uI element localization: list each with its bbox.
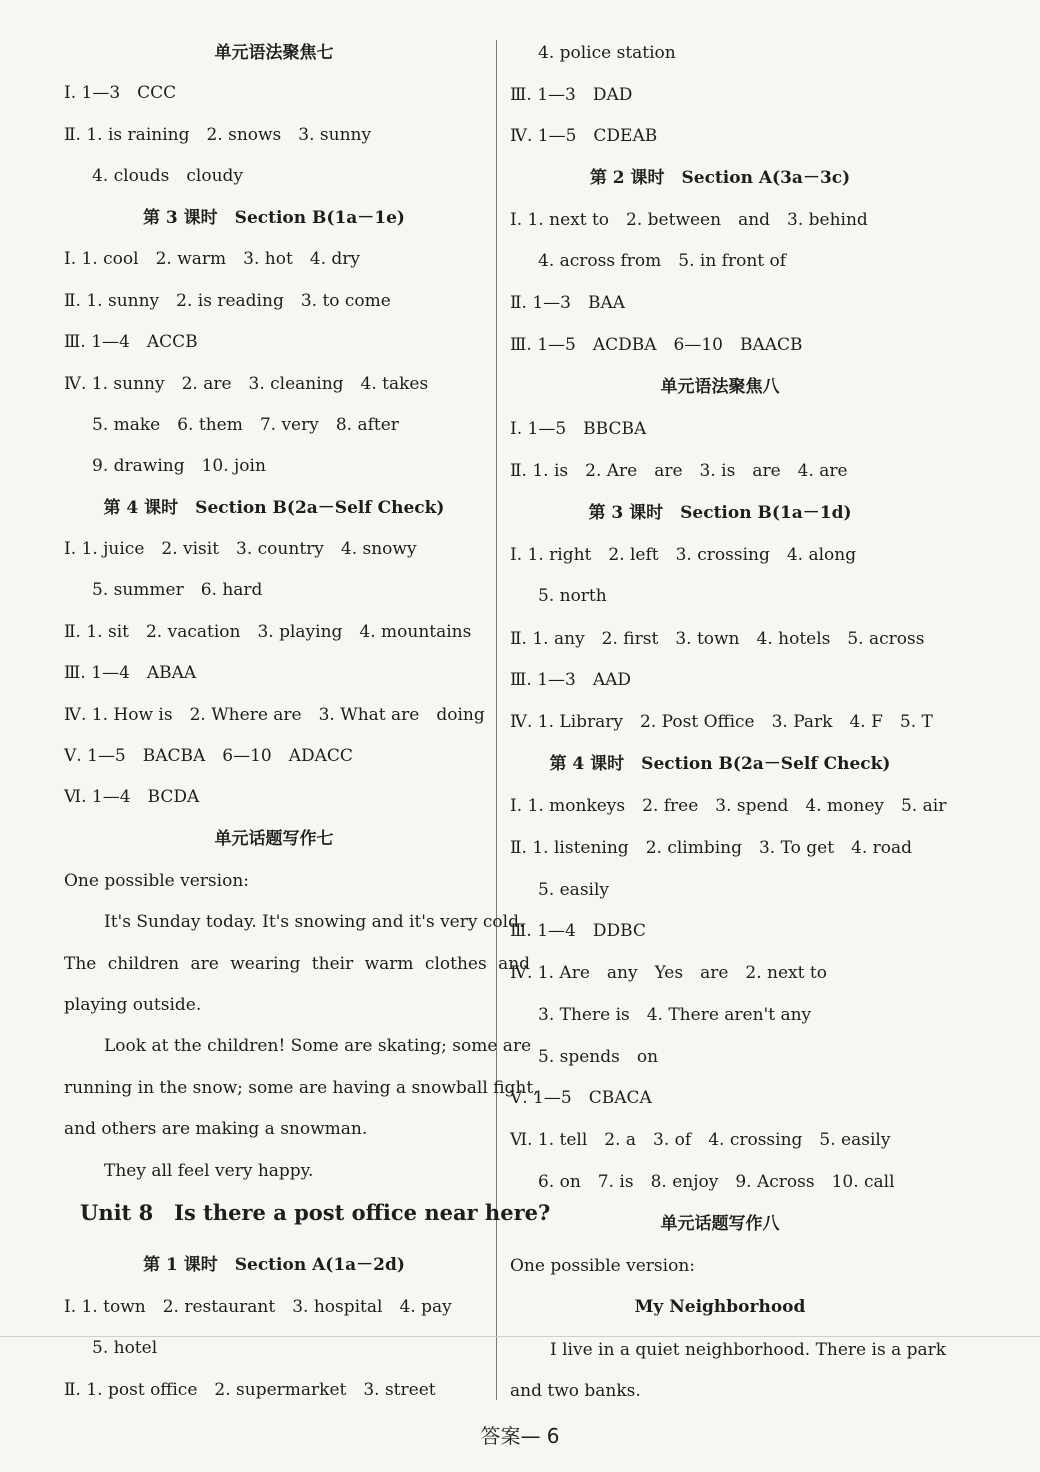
essay-line: Look at the children! Some are skating; some are	[104, 1036, 532, 1056]
answer-line: 5. easily	[538, 880, 610, 900]
answer-line: Ⅴ. 1—5 CBACA	[510, 1088, 652, 1108]
essay-line: I live in a quiet neighborhood. There is a park	[550, 1340, 947, 1360]
answer-line: Ⅱ. 1. any 2. first 3. town 4. hotels 5. across	[510, 629, 925, 649]
answer-line: One possible version:	[64, 871, 249, 891]
answer-line: Ⅱ. 1. post office 2. supermarket 3. street	[64, 1380, 436, 1400]
answer-line: 4. police station	[538, 43, 676, 63]
answer-line: Ⅲ. 1—5 ACDBA 6—10 BAACB	[510, 335, 803, 355]
essay-line: playing outside.	[64, 995, 202, 1015]
answer-line: Ⅰ. 1. juice 2. visit 3. country 4. snowy	[64, 539, 417, 559]
answer-line: Ⅱ. 1. is raining 2. snows 3. sunny	[64, 125, 372, 145]
page-number: 答案— 6	[480, 1424, 560, 1448]
answer-line: 5. spends on	[538, 1047, 659, 1067]
column-divider	[496, 40, 497, 1400]
essay-line: and two banks.	[510, 1381, 641, 1401]
answer-line: 9. drawing 10. join	[92, 456, 266, 476]
answer-line: Ⅳ. 1. How is 2. Where are 3. What are doing	[64, 705, 485, 725]
unit-title: Unit 8 Is there a post office near here?	[80, 1200, 551, 1225]
answer-line: Ⅰ. 1. next to 2. between and 3. behind	[510, 210, 868, 230]
answer-line: Ⅵ. 1. tell 2. a 3. of 4. crossing 5. easily	[510, 1130, 891, 1150]
answer-line: Ⅰ. 1—3 CCC	[64, 83, 177, 103]
answer-line: Ⅰ. 1—5 BBCBA	[510, 419, 647, 439]
section-heading: 第 3 课时 Section B(1a－1e)	[143, 208, 405, 228]
answer-line: Ⅵ. 1—4 BCDA	[64, 787, 200, 807]
section-heading: 第 4 课时 Section B(2a－Self Check)	[549, 754, 891, 774]
answer-line: Ⅲ. 1—4 ABAA	[64, 663, 197, 683]
answer-line: 4. clouds cloudy	[92, 166, 243, 186]
answer-line: Ⅱ. 1. is 2. Are are 3. is are 4. are	[510, 461, 848, 481]
section-heading: 单元语法聚焦八	[660, 377, 780, 397]
essay-line: and others are making a snowman.	[64, 1119, 368, 1139]
section-heading: 单元话题写作七	[214, 829, 334, 849]
answer-line: Ⅰ. 1. cool 2. warm 3. hot 4. dry	[64, 249, 361, 269]
section-heading: 单元语法聚焦七	[214, 43, 334, 63]
answer-line: 5. hotel	[92, 1338, 158, 1358]
answer-line: Ⅲ. 1—3 DAD	[510, 85, 633, 105]
answer-line: One possible version:	[510, 1256, 695, 1276]
answer-line: 5. make 6. them 7. very 8. after	[92, 415, 399, 435]
answer-line: 4. across from 5. in front of	[538, 251, 787, 271]
answer-line: Ⅱ. 1—3 BAA	[510, 293, 626, 313]
answer-line: Ⅳ. 1. Are any Yes are 2. next to	[510, 963, 827, 983]
answer-line: Ⅳ. 1. Library 2. Post Office 3. Park 4. F 5. T	[510, 712, 933, 732]
section-heading: 第 4 课时 Section B(2a－Self Check)	[103, 498, 445, 518]
answer-line: Ⅱ. 1. listening 2. climbing 3. To get 4. road	[510, 838, 913, 858]
essay-title: My Neighborhood	[634, 1297, 806, 1317]
essay-line: The children are wearing their warm clothes and	[64, 954, 531, 974]
answer-line: Ⅱ. 1. sit 2. vacation 3. playing 4. mountains	[64, 622, 472, 642]
section-heading: 单元话题写作八	[660, 1214, 780, 1234]
answer-line: Ⅳ. 1. sunny 2. are 3. cleaning 4. takes	[64, 374, 429, 394]
answer-line: 6. on 7. is 8. enjoy 9. Across 10. call	[538, 1172, 895, 1192]
essay-line: running in the snow; some are having a snowball fight,	[64, 1078, 539, 1098]
essay-line: They all feel very happy.	[104, 1161, 314, 1181]
answer-line: Ⅲ. 1—3 AAD	[510, 670, 632, 690]
answer-line: Ⅴ. 1—5 BACBA 6—10 ADACC	[64, 746, 353, 766]
answer-line: Ⅰ. 1. monkeys 2. free 3. spend 4. money 5. air	[510, 796, 947, 816]
answer-line: 3. There is 4. There aren't any	[538, 1005, 812, 1025]
answer-line: Ⅰ. 1. town 2. restaurant 3. hospital 4. pay	[64, 1297, 452, 1317]
section-heading: 第 1 课时 Section A(1a－2d)	[143, 1255, 405, 1275]
answer-line: Ⅱ. 1. sunny 2. is reading 3. to come	[64, 291, 391, 311]
answer-line: 5. summer 6. hard	[92, 580, 263, 600]
answer-line: Ⅲ. 1—4 DDBC	[510, 921, 646, 941]
answer-line: Ⅰ. 1. right 2. left 3. crossing 4. along	[510, 545, 857, 565]
section-heading: 第 3 课时 Section B(1a－1d)	[588, 503, 852, 523]
answer-line: Ⅲ. 1—4 ACCB	[64, 332, 198, 352]
section-heading: 第 2 课时 Section A(3a－3c)	[589, 168, 851, 188]
answer-line: Ⅳ. 1—5 CDEAB	[510, 126, 658, 146]
essay-line: It's Sunday today. It's snowing and it's very cold.	[104, 912, 525, 932]
answer-line: 5. north	[538, 586, 607, 606]
